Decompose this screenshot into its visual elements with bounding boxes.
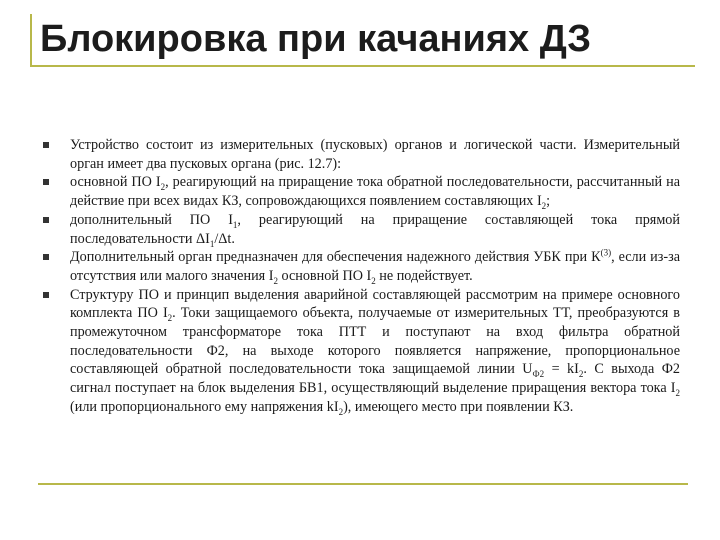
subscript: 2 bbox=[167, 313, 173, 324]
superscript: (3) bbox=[600, 247, 612, 258]
bullet-item bbox=[40, 211, 680, 248]
text-run: Дополнительный орган предназначен для обеспечения надежного действия УБК при К bbox=[70, 249, 601, 266]
text-run: , если из-за отсутствия или малого значения I bbox=[70, 249, 680, 284]
subscript: 2 bbox=[273, 275, 278, 286]
subscript: 1 bbox=[232, 219, 238, 230]
square-bullet-icon bbox=[43, 179, 49, 185]
bullet-text bbox=[70, 137, 680, 172]
subscript: 2 bbox=[541, 200, 547, 211]
subscript: 2 bbox=[675, 387, 680, 398]
text-run: /Δt. bbox=[214, 230, 235, 247]
subscript: 2 bbox=[371, 275, 376, 286]
text-run: . Токи защищаемого объекта, получаемые от измерительных ТТ, преобразуются в промежуточном трансформаторе тока ПТТ и поступают на вход фильтра обратной последовательности Ф2, на выходе которого появляется напряжение, пропорциональное составляющей обратной последовательности тока защищаемой линии U bbox=[70, 305, 680, 378]
text-run: не подействует. bbox=[375, 267, 473, 284]
bullet-item bbox=[40, 248, 680, 285]
text-run: , реагирующий на приращение составляющей тока прямой последовательности ΔI bbox=[70, 211, 680, 247]
bullet-text bbox=[70, 212, 680, 247]
bullet-text bbox=[70, 249, 680, 284]
subscript: 2 bbox=[578, 369, 584, 380]
subscript: 2 bbox=[338, 406, 344, 417]
bullet-list bbox=[40, 136, 680, 417]
text-run: дополнительный ПО I bbox=[70, 211, 233, 228]
title-left-accent-line bbox=[30, 14, 32, 66]
bullet-text bbox=[70, 174, 680, 209]
text-run: Устройство состоит из измерительных (пусковых) органов и логической части. Измерительный орган имеет два пусковых органа (рис. 12.7): bbox=[70, 137, 680, 172]
square-bullet-icon bbox=[43, 292, 49, 298]
bullet-text bbox=[70, 287, 680, 415]
text-run: (или пропорционального ему напряжения kI bbox=[70, 398, 339, 415]
square-bullet-icon bbox=[43, 217, 49, 223]
bullet-item bbox=[40, 286, 680, 417]
subscript: 1 bbox=[209, 238, 215, 249]
text-run: Структуру ПО и принцип выделения аварийной составляющей рассмотрим на примере основного комплекта ПО I bbox=[70, 286, 680, 322]
bullet-item bbox=[40, 136, 680, 173]
text-run: основной ПО I bbox=[70, 174, 161, 191]
title-underline bbox=[30, 65, 695, 67]
footer-line bbox=[38, 483, 688, 485]
text-run: . С выхода Ф2 сигнал поступает на блок выделения БВ1, осуществляющий выделение приращения вектора тока I bbox=[70, 361, 680, 397]
text-run: ; bbox=[546, 193, 551, 210]
subscript: Ф2 bbox=[532, 369, 545, 380]
text-run: ), имеющего место при появлении КЗ. bbox=[343, 398, 574, 415]
square-bullet-icon bbox=[43, 254, 49, 260]
text-run: основной ПО I bbox=[277, 267, 372, 284]
slide-title: Блокировка при качаниях ДЗ bbox=[40, 18, 592, 60]
square-bullet-icon bbox=[43, 142, 49, 148]
bullet-item bbox=[40, 173, 680, 210]
text-run: = kI bbox=[544, 361, 579, 378]
subscript: 2 bbox=[160, 182, 166, 193]
text-run: , реагирующий на приращение тока обратной последовательности, рассчитанный на действие при всех видах КЗ, сопровождающихся появлением составляющих I bbox=[70, 174, 681, 210]
